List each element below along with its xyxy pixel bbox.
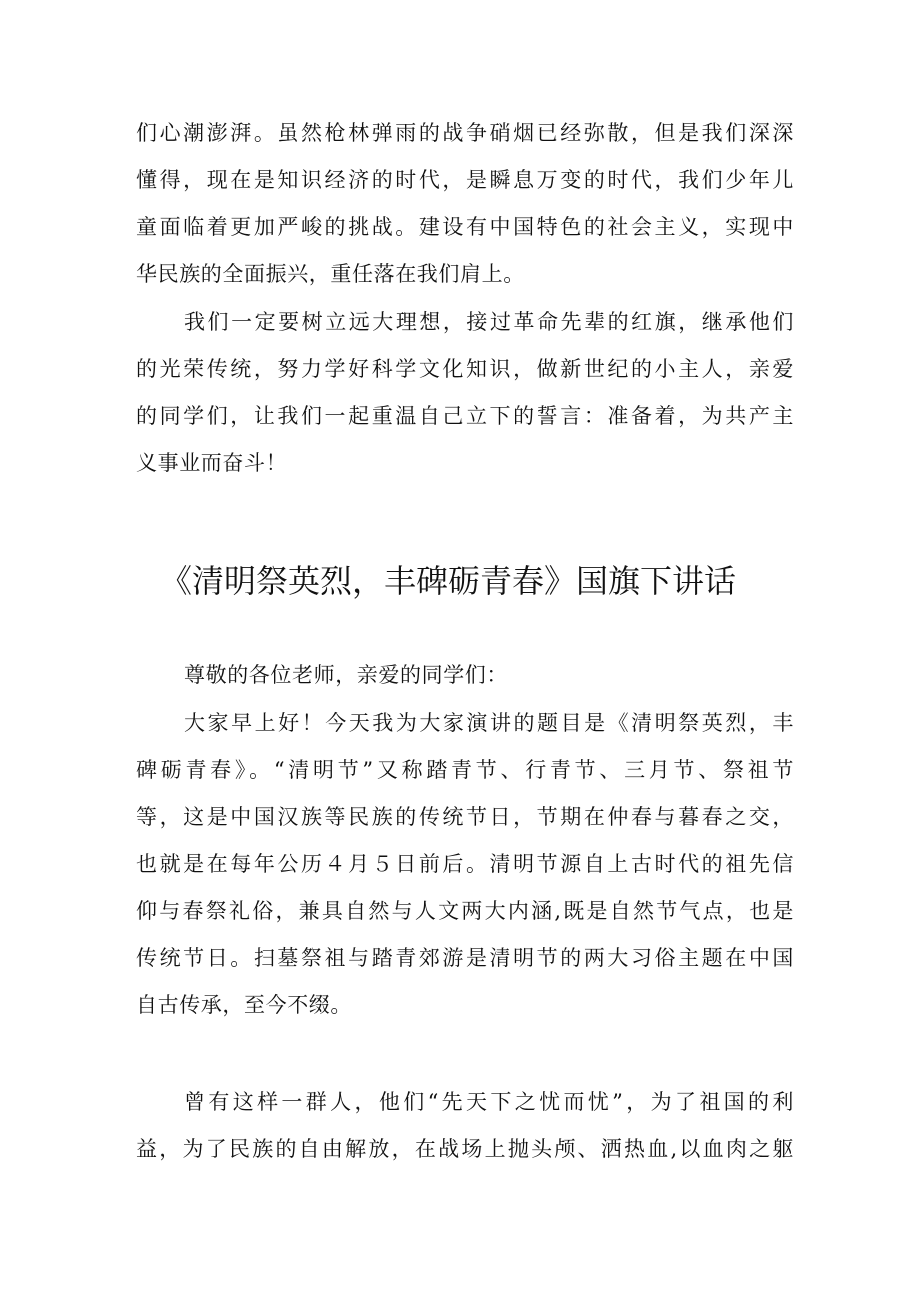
paragraph-line: 们心潮澎湃。虽然枪林弹雨的战争硝烟已经弥散，但是我们深深 bbox=[136, 121, 794, 145]
paragraph-line: 的光荣传统，努力学好科学文化知识，做新世纪的小主人，亲爱 bbox=[136, 357, 794, 381]
speech-title: 《清明祭英烈，丰碑砺青春》国旗下讲话 bbox=[160, 562, 737, 600]
paragraph-line: 曾有这样一群人，他们“先天下之忧而忧”，为了祖国的利 bbox=[184, 1090, 794, 1114]
paragraph-line: 碑砺青春》。“清明节”又称踏青节、行青节、三月节、祭祖节 bbox=[136, 758, 794, 782]
paragraph-line: 懂得，现在是知识经济的时代，是瞬息万变的时代，我们少年儿 bbox=[136, 168, 794, 192]
paragraph-line: 传统节日。扫墓祭祖与踏青郊游是清明节的两大习俗主题在中国 bbox=[136, 946, 794, 970]
paragraph-line: 义事业而奋斗！ bbox=[136, 451, 288, 475]
salutation: 尊敬的各位老师，亲爱的同学们： bbox=[184, 663, 508, 687]
paragraph-1 bbox=[136, 110, 794, 298]
paragraph-line: 的同学们，让我们一起重温自己立下的誓言：准备着，为共产主 bbox=[136, 404, 794, 428]
paragraph-2 bbox=[136, 299, 794, 487]
paragraph-line: 我们一定要树立远大理想，接过革命先辈的红旗，继承他们 bbox=[184, 310, 794, 334]
paragraph-line: 自古传承，至今不缀。 bbox=[136, 993, 352, 1017]
salutation-block bbox=[136, 652, 794, 699]
paragraph-line: 华民族的全面振兴，重任落在我们肩上。 bbox=[136, 262, 525, 286]
paragraph-4 bbox=[136, 1079, 794, 1173]
paragraph-3 bbox=[136, 700, 794, 1029]
paragraph-line: 等，这是中国汉族等民族的传统节日，节期在仲春与暮春之交， bbox=[136, 805, 794, 829]
paragraph-line: 也就是在每年公历４月５日前后。清明节源自上古时代的祖先信 bbox=[136, 852, 794, 876]
paragraph-line: 仰与春祭礼俗，兼具自然与人文两大内涵,既是自然节气点，也是 bbox=[136, 899, 794, 923]
paragraph-line: 童面临着更加严峻的挑战。建设有中国特色的社会主义，实现中 bbox=[136, 215, 794, 239]
paragraph-line: 益，为了民族的自由解放，在战场上抛头颅、洒热血,以血肉之躯 bbox=[136, 1137, 794, 1161]
paragraph-line: 大家早上好！今天我为大家演讲的题目是《清明祭英烈，丰 bbox=[184, 711, 794, 735]
